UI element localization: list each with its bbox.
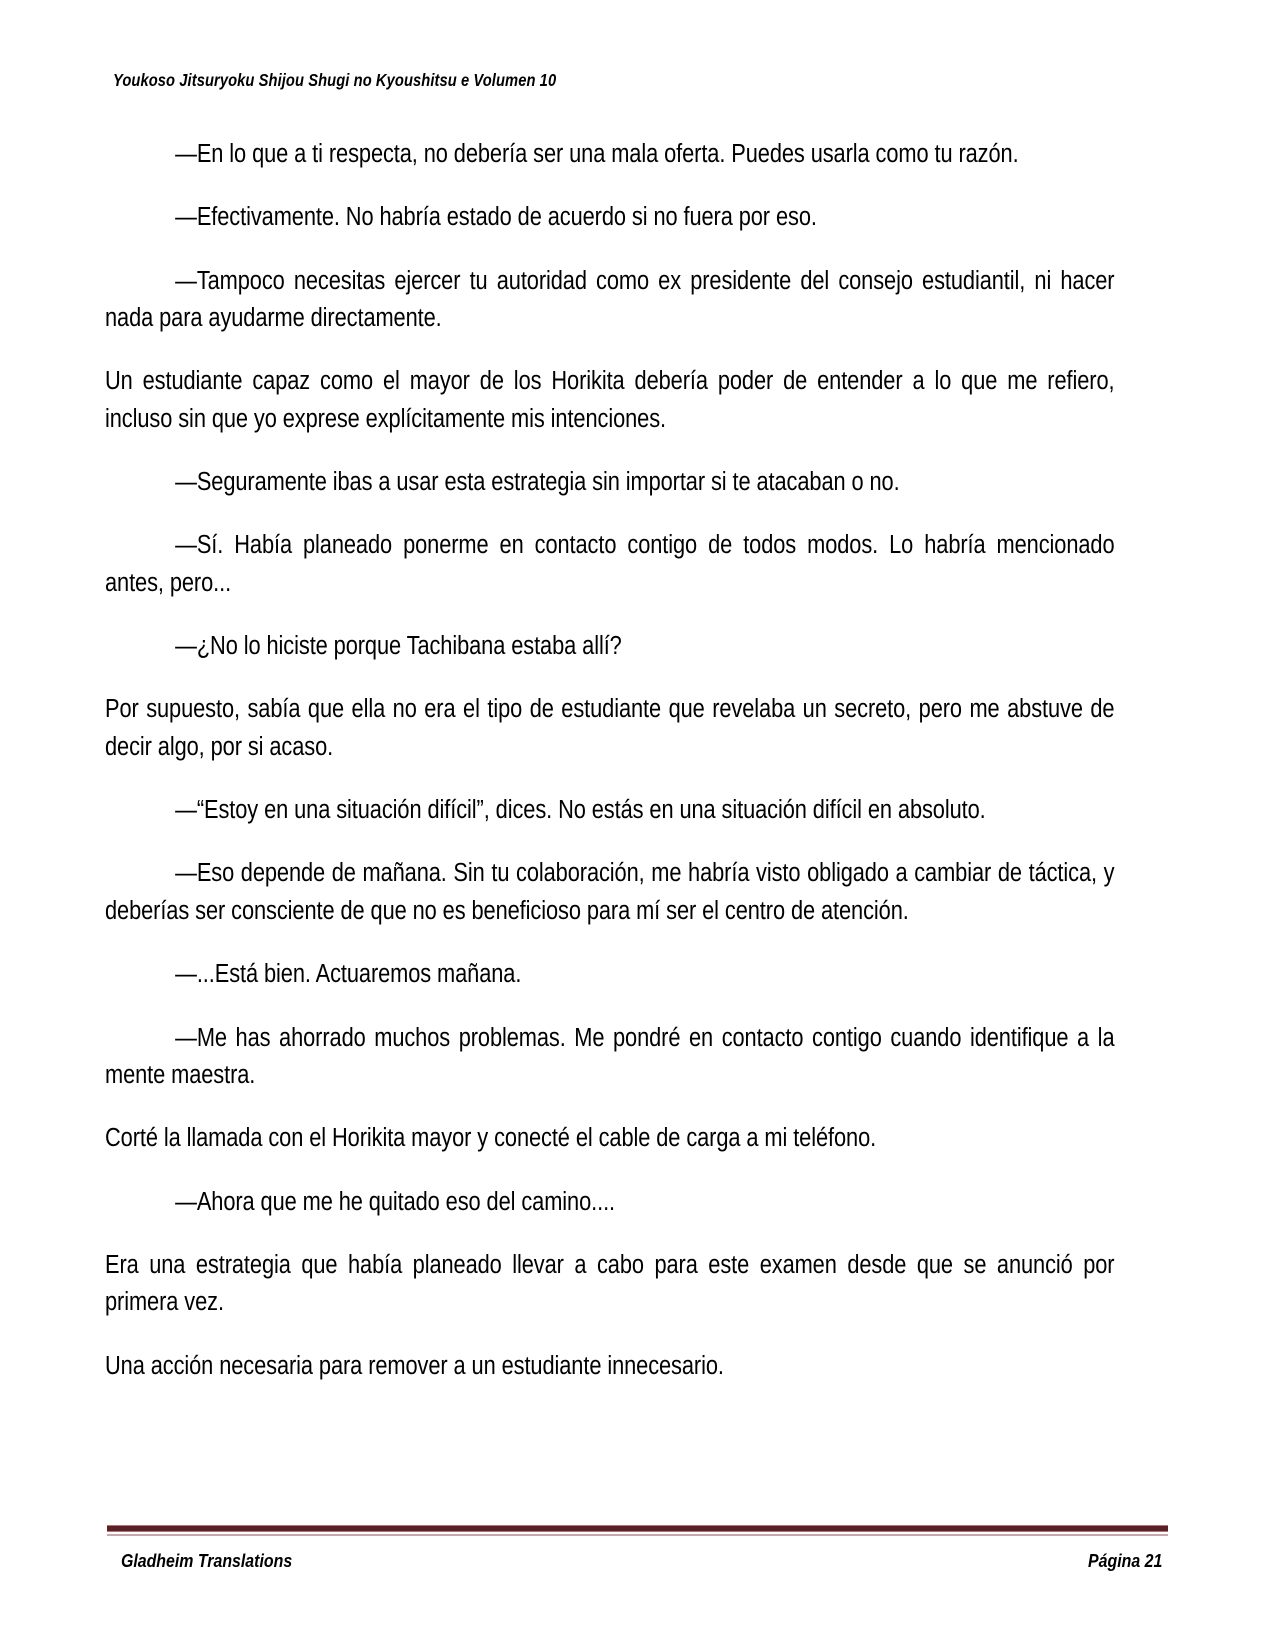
header-title: Youkoso Jitsuryoku Shijou Shugi no Kyoushitsu e Volumen 10 <box>113 70 557 90</box>
paragraph: —...Está bien. Actuaremos mañana. <box>175 960 522 989</box>
paragraph: —Ahora que me he quitado eso del camino.... <box>175 1187 616 1216</box>
paragraph: Corté la llamada con el Horikita mayor y conecté el cable de carga a mi teléfono. <box>105 1124 877 1153</box>
paragraph: —“Estoy en una situación difícil”, dices. No estás en una situación difícil en absoluto. <box>175 796 986 825</box>
paragraph: Era una estrategia que había planeado llevar a cabo para este examen desde que se anunció por primera vez. <box>105 1250 1115 1317</box>
footer-page-number: Página 21 <box>1087 1550 1162 1571</box>
paragraph: —Efectivamente. No habría estado de acuerdo si no fuera por eso. <box>175 203 817 232</box>
document-body <box>105 136 1115 1385</box>
paragraph: Por supuesto, sabía que ella no era el tipo de estudiante que revelaba un secreto, pero me abstuve de decir algo, por si acaso. <box>105 695 1115 761</box>
paragraph: —Tampoco necesitas ejercer tu autoridad como ex presidente del consejo estudiantil, ni hacer nada para ayudarme directamente. <box>105 266 1115 333</box>
footer-divider-thin <box>107 1534 1168 1536</box>
footer-divider <box>107 1525 1168 1532</box>
paragraph: Un estudiante capaz como el mayor de los Horikita debería poder de entender a lo que me refiero, incluso sin que yo exprese explícitamente mis intenciones. <box>105 367 1115 433</box>
footer-content <box>107 1550 1168 1572</box>
paragraph: —Sí. Había planeado ponerme en contacto contigo de todos modos. Lo habría mencionado antes, pero... <box>105 531 1115 597</box>
paragraph: —Seguramente ibas a usar esta estrategia sin importar si te atacaban o no. <box>175 468 900 497</box>
paragraph: Una acción necesaria para remover a un estudiante innecesario. <box>105 1351 724 1380</box>
page-header <box>113 70 1162 100</box>
footer-translator-credit: Gladheim Translations <box>120 1550 293 1571</box>
paragraph: —Me has ahorrado muchos problemas. Me pondré en contacto contigo cuando identifique a la mente maestra. <box>105 1023 1115 1089</box>
paragraph: —En lo que a ti respecta, no debería ser una mala oferta. Puedes usarla como tu razón. <box>175 140 1019 168</box>
paragraph: —Eso depende de mañana. Sin tu colaboración, me habría visto obligado a cambiar de táctica, y deberías ser consciente de que no es beneficioso para mí ser el centro de atención. <box>105 859 1115 925</box>
page-footer <box>107 1525 1168 1572</box>
paragraph: —¿No lo hiciste porque Tachibana estaba allí? <box>175 632 622 661</box>
